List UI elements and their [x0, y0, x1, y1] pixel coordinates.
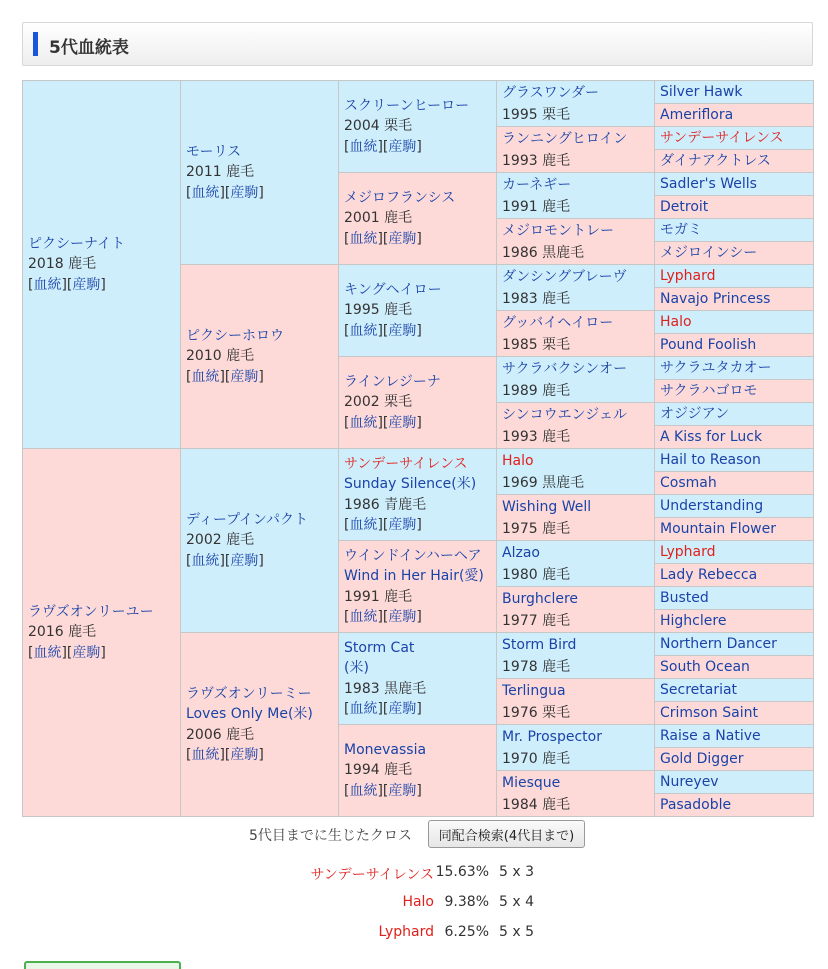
pedigree-link[interactable]: 血統 — [33, 276, 62, 293]
birth-year: 1986 — [502, 244, 538, 261]
horse-name-link[interactable]: Terlingua — [502, 682, 566, 699]
pedigree-link[interactable]: 血統 — [33, 644, 62, 661]
pedigree-link[interactable]: 血統 — [191, 746, 220, 763]
cross-row — [0, 894, 828, 916]
horse-name-link[interactable]: Burghclere — [502, 590, 579, 607]
horse-links: [血統][産駒] — [344, 414, 422, 431]
horse-name-link[interactable]: モーリス — [186, 144, 242, 161]
birth-year: 2001 — [344, 210, 380, 227]
horse-english-name-link[interactable]: Wind in Her Hair(愛) — [344, 568, 484, 585]
pedigree-cell-gen5 — [655, 403, 814, 426]
horse-name-link[interactable]: メジロフランシス — [344, 190, 456, 207]
horse-birth-info — [186, 162, 333, 182]
horse-name-link[interactable]: A Kiss for Luck — [660, 429, 763, 445]
coat-color: 鹿毛 — [542, 566, 571, 583]
horse-birth-info — [502, 104, 649, 126]
birth-year: 1975 — [502, 520, 538, 537]
coat-color: 青鹿毛 — [384, 496, 427, 513]
progeny-link[interactable]: 産駒 — [388, 322, 417, 339]
horse-name-link[interactable]: Highclere — [660, 613, 727, 629]
coat-color: 鹿毛 — [542, 750, 571, 767]
pedigree-cell-gen1 — [23, 449, 181, 817]
birth-year: 1983 — [344, 680, 380, 697]
pedigree-cell-gen5 — [655, 150, 814, 173]
progeny-link[interactable]: 産駒 — [388, 414, 417, 431]
horse-name-link[interactable]: Cosmah — [660, 475, 717, 491]
birth-year: 1993 — [502, 428, 538, 445]
horse-name-link[interactable]: ランニングヒロイン — [502, 130, 628, 147]
pedigree-cell-gen4 — [497, 173, 655, 219]
coat-color: 鹿毛 — [384, 762, 413, 779]
horse-birth-info — [502, 150, 649, 172]
horse-birth-info — [186, 530, 333, 550]
coat-color: 栗毛 — [542, 336, 571, 353]
pedigree-cell-gen5 — [655, 564, 814, 587]
birth-year: 1991 — [344, 588, 380, 605]
pedigree-cell-gen5 — [655, 771, 814, 794]
pedigree-link[interactable]: 血統 — [349, 516, 378, 533]
progeny-link[interactable]: 産駒 — [388, 782, 417, 799]
progeny-link[interactable]: 産駒 — [388, 230, 417, 247]
horse-english-name-link[interactable]: Loves Only Me(米) — [186, 706, 313, 723]
pedigree-cell-gen4 — [497, 403, 655, 449]
pedigree-cell-gen5 — [655, 794, 814, 817]
horse-birth-info — [344, 392, 491, 412]
progeny-link[interactable]: 産駒 — [230, 368, 259, 385]
horse-name-link[interactable]: Gold Digger — [660, 751, 744, 767]
horse-name-link[interactable]: ラインレジーナ — [344, 374, 441, 391]
pedigree-cell-gen4 — [497, 265, 655, 311]
cross-row — [0, 864, 828, 886]
horse-links: [血統][産駒] — [186, 184, 264, 201]
horse-name-link[interactable]: Hail to Reason — [660, 452, 761, 468]
coat-color: 鹿毛 — [226, 164, 255, 181]
coat-color: 黒鹿毛 — [542, 474, 585, 491]
progeny-link[interactable]: 産駒 — [388, 516, 417, 533]
cross-horse-link[interactable]: サンデーサイレンス — [310, 867, 434, 883]
birth-year: 1991 — [502, 198, 538, 215]
birth-year: 1993 — [502, 152, 538, 169]
horse-birth-info — [502, 426, 649, 448]
horse-name-link[interactable]: ダイナアクトレス — [660, 153, 771, 169]
birth-year: 1980 — [502, 566, 538, 583]
horse-name-link[interactable]: ラヴズオンリーミー — [186, 685, 312, 702]
cross-horse-link[interactable]: Halo — [402, 894, 434, 910]
cross-generation: 5 x 5 — [499, 924, 534, 940]
horse-name-link[interactable]: オジジアン — [660, 406, 730, 422]
pedigree-cell-gen5 — [655, 334, 814, 357]
coat-color: 鹿毛 — [226, 726, 255, 743]
horse-name-link[interactable]: Mountain Flower — [660, 521, 776, 537]
horse-name-link[interactable]: Busted — [660, 590, 709, 606]
section-header — [22, 22, 813, 66]
progeny-link[interactable]: 産駒 — [72, 644, 101, 661]
horse-name-link[interactable]: Secretariat — [660, 682, 738, 698]
pedigree-cell-gen3 — [339, 449, 497, 541]
horse-links: [血統][産駒] — [344, 516, 422, 533]
horse-links: [血統][産駒] — [344, 608, 422, 625]
horse-name-link[interactable]: ピクシーホロウ — [186, 328, 284, 345]
pedigree-cell-gen4 — [497, 219, 655, 265]
pedigree-cell-gen3 — [339, 633, 497, 725]
pedigree-cell-gen1 — [23, 81, 181, 449]
horse-birth-info — [344, 679, 491, 699]
coat-color: 鹿毛 — [542, 152, 571, 169]
horse-birth-info — [502, 334, 649, 356]
horse-name-link[interactable]: Nureyev — [660, 774, 719, 790]
coat-color: 鹿毛 — [542, 382, 571, 399]
progeny-link[interactable]: 産駒 — [388, 138, 417, 155]
pedigree-cell-gen5 — [655, 288, 814, 311]
pedigree-cell-gen5 — [655, 219, 814, 242]
pedigree-cell-gen2 — [181, 81, 339, 265]
birth-year: 1985 — [502, 336, 538, 353]
horse-birth-info — [502, 702, 649, 724]
pedigree-cell-gen4 — [497, 587, 655, 633]
coat-color: 鹿毛 — [542, 520, 571, 537]
horse-birth-info — [344, 116, 491, 136]
header-accent-bar — [33, 32, 38, 56]
pedigree-cell-gen2 — [181, 633, 339, 817]
birth-year: 2006 — [186, 726, 222, 743]
coat-color: 鹿毛 — [384, 302, 413, 319]
horse-name-link[interactable]: グッバイヘイロー — [502, 314, 614, 331]
birth-year: 1970 — [502, 750, 538, 767]
cross-generation: 5 x 4 — [499, 894, 534, 910]
pedigree-cell-gen3 — [339, 265, 497, 357]
cross-label: 5代目までに生じたクロス — [249, 828, 412, 844]
horse-name-link[interactable]: Halo — [502, 452, 534, 469]
coat-color: 鹿毛 — [384, 210, 413, 227]
horse-name-link[interactable]: サンデーサイレンス — [344, 455, 468, 472]
horse-name-link[interactable]: Understanding — [660, 498, 764, 514]
horse-name-link[interactable]: ラヴズオンリーユー — [28, 604, 154, 621]
birth-year: 2016 — [28, 624, 64, 641]
pedigree-link[interactable]: 血統 — [349, 230, 378, 247]
horse-name-link[interactable]: キングヘイロー — [344, 282, 442, 299]
birth-year: 1977 — [502, 612, 538, 629]
birth-year: 1995 — [502, 106, 538, 123]
horse-name-link[interactable]: Silver Hawk — [660, 84, 743, 100]
horse-name-link[interactable]: Crimson Saint — [660, 705, 758, 721]
horse-name-link[interactable]: Lyphard — [660, 268, 716, 284]
pedigree-cell-gen5 — [655, 610, 814, 633]
pedigree-cell-gen5 — [655, 633, 814, 656]
coat-color: 鹿毛 — [68, 624, 97, 641]
horse-birth-info — [502, 472, 649, 494]
horse-birth-info — [344, 208, 491, 228]
cross-percent: 9.38% — [444, 894, 489, 910]
birth-year: 2002 — [186, 532, 222, 549]
progeny-link[interactable]: 産駒 — [72, 276, 101, 293]
coat-color: 黒鹿毛 — [384, 680, 427, 697]
horse-name-link[interactable]: ディープインパクト — [186, 512, 308, 529]
coat-color: 栗毛 — [384, 118, 413, 135]
coat-color: 鹿毛 — [384, 588, 413, 605]
coat-color: 栗毛 — [542, 704, 571, 721]
pedigree-cell-gen5 — [655, 242, 814, 265]
horse-english-name-link[interactable]: Sunday Silence(米) — [344, 476, 477, 493]
pedigree-cell-gen2 — [181, 265, 339, 449]
horse-name-link[interactable]: Sadler's Wells — [660, 176, 757, 192]
progeny-link[interactable]: 産駒 — [230, 746, 259, 763]
horse-english-name-link[interactable]: (米) — [344, 660, 369, 677]
birth-year: 1989 — [502, 382, 538, 399]
horse-name-link[interactable]: サンデーサイレンス — [660, 130, 784, 146]
horse-name-link[interactable]: South Ocean — [660, 659, 750, 675]
pedigree-cell-gen3 — [339, 725, 497, 817]
birth-year: 2002 — [344, 394, 380, 411]
horse-name-link[interactable]: グラスワンダー — [502, 84, 600, 101]
pedigree-link[interactable]: 血統 — [349, 322, 378, 339]
horse-birth-info — [502, 610, 649, 632]
pedigree-cell-gen3 — [339, 541, 497, 633]
horse-name-link[interactable]: メジロモントレー — [502, 222, 614, 239]
horse-name-link[interactable]: サクラハゴロモ — [660, 383, 758, 399]
horse-name-link[interactable]: Alzao — [502, 544, 540, 561]
birth-year: 1995 — [344, 302, 380, 319]
horse-name-link[interactable]: Navajo Princess — [660, 291, 771, 307]
horse-links: [血統][産駒] — [344, 138, 422, 155]
horse-birth-info — [344, 300, 491, 320]
horse-name-link[interactable]: サクラユタカオー — [660, 360, 772, 376]
pedigree-cell-gen5 — [655, 104, 814, 127]
pedigree-cell-gen3 — [339, 81, 497, 173]
horse-birth-info — [186, 725, 333, 745]
horse-name-link[interactable]: シンコウエンジェル — [502, 406, 628, 423]
birth-year: 1976 — [502, 704, 538, 721]
coat-color: 栗毛 — [384, 394, 413, 411]
coat-color: 鹿毛 — [542, 612, 571, 629]
pedigree-cell-gen4 — [497, 81, 655, 127]
pedigree-cell-gen4 — [497, 449, 655, 495]
birth-year: 1978 — [502, 658, 538, 675]
horse-links: [血統][産駒] — [186, 746, 264, 763]
pedigree-cell-gen5 — [655, 472, 814, 495]
pedigree-cell-gen5 — [655, 679, 814, 702]
pedigree-cell-gen4 — [497, 357, 655, 403]
pedigree-cell-gen4 — [497, 127, 655, 173]
horse-name-link[interactable]: ピクシーナイト — [28, 236, 126, 253]
pedigree-cell-gen3 — [339, 173, 497, 265]
pedigree-cell-gen4 — [497, 771, 655, 817]
coat-color: 鹿毛 — [542, 658, 571, 675]
pedigree-table — [22, 80, 814, 817]
cross-summary-bar — [0, 820, 828, 850]
cross-percent: 15.63% — [435, 864, 489, 880]
pedigree-link[interactable]: 血統 — [191, 552, 220, 569]
pedigree-cell-gen4 — [497, 679, 655, 725]
horse-links: [血統][産駒] — [344, 700, 422, 717]
birth-year: 1983 — [502, 290, 538, 307]
pedigree-cell-gen3 — [339, 357, 497, 449]
cross-horse-link[interactable]: Lyphard — [378, 924, 434, 940]
horse-name-link[interactable]: メジロインシー — [660, 245, 758, 261]
horse-name-link[interactable]: Wishing Well — [502, 498, 592, 515]
horse-name-link[interactable]: Northern Dancer — [660, 636, 777, 652]
pedigree-cell-gen5 — [655, 702, 814, 725]
coat-color: 鹿毛 — [542, 796, 571, 813]
horse-birth-info — [502, 564, 649, 586]
birth-year: 1984 — [502, 796, 538, 813]
horse-links: [血統][産駒] — [344, 782, 422, 799]
coat-color: 鹿毛 — [226, 348, 255, 365]
progeny-link[interactable]: 産駒 — [388, 608, 417, 625]
birth-year: 1969 — [502, 474, 538, 491]
same-mating-search-button[interactable]: 同配合検索(4代目まで) — [428, 820, 585, 848]
pedigree-cell-gen5 — [655, 173, 814, 196]
horse-name-link[interactable]: スクリーンヒーロー — [344, 98, 470, 115]
pedigree-link[interactable]: 血統 — [191, 368, 220, 385]
horse-birth-info — [28, 622, 175, 642]
horse-name-link[interactable]: ウインドインハーヘア — [344, 547, 482, 564]
horse-links: [血統][産駒] — [28, 644, 106, 661]
horse-birth-info — [502, 242, 649, 264]
pedigree-cell-gen5 — [655, 380, 814, 403]
horse-birth-info — [502, 518, 649, 540]
horse-birth-info — [502, 794, 649, 816]
birth-year: 2011 — [186, 164, 222, 181]
horse-name-link[interactable]: Monevassia — [344, 742, 427, 759]
coat-color: 栗毛 — [542, 106, 571, 123]
pedigree-cell-gen5 — [655, 426, 814, 449]
progeny-link[interactable]: 産駒 — [230, 184, 259, 201]
horse-birth-info — [28, 254, 175, 274]
horse-birth-info — [502, 196, 649, 218]
horse-links: [血統][産駒] — [344, 230, 422, 247]
coat-color: 鹿毛 — [542, 428, 571, 445]
cross-row — [0, 924, 828, 946]
pedigree-link[interactable]: 血統 — [349, 782, 378, 799]
pedigree-cell-gen4 — [497, 725, 655, 771]
horse-birth-info — [502, 380, 649, 402]
coat-color: 黒鹿毛 — [542, 244, 585, 261]
pedigree-cell-gen5 — [655, 265, 814, 288]
horse-name-link[interactable]: Detroit — [660, 199, 709, 215]
horse-name-link[interactable]: Pasadoble — [660, 797, 732, 813]
coat-color: 鹿毛 — [226, 532, 255, 549]
pedigree-link[interactable]: 血統 — [349, 414, 378, 431]
progeny-link[interactable]: 産駒 — [230, 552, 259, 569]
green-tab-edge — [24, 961, 181, 969]
birth-year: 2004 — [344, 118, 380, 135]
horse-links: [血統][産駒] — [186, 368, 264, 385]
horse-name-link[interactable]: Halo — [660, 314, 692, 330]
pedigree-cell-gen5 — [655, 725, 814, 748]
pedigree-cell-gen5 — [655, 127, 814, 150]
horse-links: [血統][産駒] — [28, 276, 106, 293]
horse-name-link[interactable]: Ameriflora — [660, 107, 734, 123]
pedigree-cell-gen5 — [655, 587, 814, 610]
horse-name-link[interactable]: Raise a Native — [660, 728, 761, 744]
pedigree-cell-gen4 — [497, 633, 655, 679]
coat-color: 鹿毛 — [542, 290, 571, 307]
pedigree-link[interactable]: 血統 — [349, 700, 378, 717]
pedigree-cell-gen5 — [655, 196, 814, 219]
pedigree-cell-gen5 — [655, 495, 814, 518]
horse-name-link[interactable]: Mr. Prospector — [502, 728, 602, 745]
cross-generation: 5 x 3 — [499, 864, 534, 880]
horse-name-link[interactable]: サクラバクシンオー — [502, 360, 628, 377]
pedigree-cell-gen5 — [655, 449, 814, 472]
cross-percent: 6.25% — [444, 924, 489, 940]
horse-birth-info — [344, 760, 491, 780]
horse-name-link[interactable]: Lyphard — [660, 544, 716, 560]
birth-year: 2010 — [186, 348, 222, 365]
horse-birth-info — [502, 288, 649, 310]
horse-links: [血統][産駒] — [186, 552, 264, 569]
pedigree-cell-gen4 — [497, 311, 655, 357]
pedigree-cell-gen2 — [181, 449, 339, 633]
pedigree-link[interactable]: 血統 — [349, 138, 378, 155]
horse-name-link[interactable]: ダンシングブレーヴ — [502, 268, 627, 285]
horse-birth-info — [344, 587, 491, 607]
pedigree-cell-gen5 — [655, 656, 814, 679]
pedigree-cell-gen5 — [655, 748, 814, 771]
horse-name-link[interactable]: モガミ — [660, 222, 702, 238]
birth-year: 1994 — [344, 762, 380, 779]
pedigree-cell-gen5 — [655, 81, 814, 104]
horse-birth-info — [186, 346, 333, 366]
pedigree-cell-gen4 — [497, 541, 655, 587]
horse-birth-info — [344, 495, 491, 515]
birth-year: 1986 — [344, 496, 380, 513]
pedigree-cell-gen5 — [655, 357, 814, 380]
section-title: 5代血統表 — [49, 38, 129, 58]
pedigree-cell-gen4 — [497, 495, 655, 541]
horse-links: [血統][産駒] — [344, 322, 422, 339]
pedigree-cell-gen5 — [655, 311, 814, 334]
pedigree-cell-gen5 — [655, 518, 814, 541]
horse-birth-info — [502, 748, 649, 770]
birth-year: 2018 — [28, 256, 64, 273]
horse-name-link[interactable]: カーネギー — [502, 176, 572, 193]
horse-name-link[interactable]: Lady Rebecca — [660, 567, 758, 583]
horse-name-link[interactable]: Pound Foolish — [660, 337, 757, 353]
pedigree-link[interactable]: 血統 — [349, 608, 378, 625]
progeny-link[interactable]: 産駒 — [388, 700, 417, 717]
horse-birth-info — [502, 656, 649, 678]
horse-name-link[interactable]: Storm Bird — [502, 636, 577, 653]
horse-name-link[interactable]: Miesque — [502, 774, 561, 791]
pedigree-link[interactable]: 血統 — [191, 184, 220, 201]
coat-color: 鹿毛 — [542, 198, 571, 215]
coat-color: 鹿毛 — [68, 256, 97, 273]
pedigree-cell-gen5 — [655, 541, 814, 564]
horse-name-link[interactable]: Storm Cat — [344, 639, 415, 656]
